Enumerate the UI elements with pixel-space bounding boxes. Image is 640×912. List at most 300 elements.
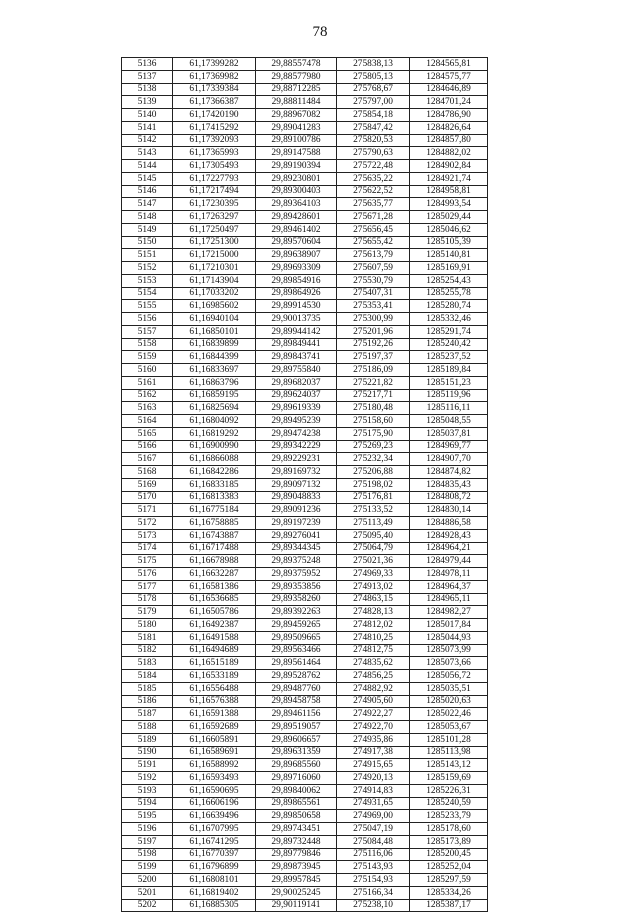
longitude-cell: 29,89944142 <box>256 325 337 338</box>
point-number-cell: 5152 <box>122 262 173 275</box>
point-number-cell: 5138 <box>122 83 173 96</box>
x-coordinate-cell: 275805,13 <box>337 70 410 83</box>
longitude-cell: 29,89375952 <box>256 568 337 581</box>
y-coordinate-cell: 1285169,91 <box>410 262 488 275</box>
x-coordinate-cell: 274935,86 <box>337 733 410 746</box>
x-coordinate-cell: 275221,82 <box>337 376 410 389</box>
point-number-cell: 5196 <box>122 823 173 836</box>
x-coordinate-cell: 274920,13 <box>337 772 410 785</box>
latitude-cell: 61,16592689 <box>173 721 256 734</box>
point-number-cell: 5149 <box>122 223 173 236</box>
x-coordinate-cell: 274969,00 <box>337 810 410 823</box>
y-coordinate-cell: 1284969,77 <box>410 440 488 453</box>
table-row <box>122 874 488 887</box>
point-number-cell: 5141 <box>122 121 173 134</box>
y-coordinate-cell: 1285240,42 <box>410 338 488 351</box>
longitude-cell: 29,89474238 <box>256 427 337 440</box>
point-number-cell: 5185 <box>122 682 173 695</box>
y-coordinate-cell: 1284958,81 <box>410 185 488 198</box>
latitude-cell: 61,16588992 <box>173 759 256 772</box>
latitude-cell: 61,16590695 <box>173 784 256 797</box>
point-number-cell: 5169 <box>122 478 173 491</box>
y-coordinate-cell: 1285200,45 <box>410 848 488 861</box>
table-row <box>122 147 488 160</box>
table-row <box>122 300 488 313</box>
longitude-cell: 29,89843741 <box>256 351 337 364</box>
y-coordinate-cell: 1285022,46 <box>410 708 488 721</box>
y-coordinate-cell: 1284964,21 <box>410 542 488 555</box>
table-row <box>122 835 488 848</box>
latitude-cell: 61,17420190 <box>173 109 256 122</box>
table-row <box>122 376 488 389</box>
x-coordinate-cell: 274828,13 <box>337 606 410 619</box>
latitude-cell: 61,16758885 <box>173 517 256 530</box>
y-coordinate-cell: 1285046,62 <box>410 223 488 236</box>
x-coordinate-cell: 274835,62 <box>337 657 410 670</box>
x-coordinate-cell: 275530,79 <box>337 274 410 287</box>
latitude-cell: 61,17215000 <box>173 249 256 262</box>
x-coordinate-cell: 275607,59 <box>337 262 410 275</box>
latitude-cell: 61,16770397 <box>173 848 256 861</box>
point-number-cell: 5151 <box>122 249 173 262</box>
longitude-cell: 29,89563466 <box>256 644 337 657</box>
point-number-cell: 5200 <box>122 874 173 887</box>
point-number-cell: 5177 <box>122 580 173 593</box>
x-coordinate-cell: 275143,93 <box>337 861 410 874</box>
latitude-cell: 61,17369982 <box>173 70 256 83</box>
latitude-cell: 61,16775184 <box>173 504 256 517</box>
x-coordinate-cell: 275180,48 <box>337 402 410 415</box>
point-number-cell: 5147 <box>122 198 173 211</box>
table-row <box>122 160 488 173</box>
point-number-cell: 5165 <box>122 427 173 440</box>
latitude-cell: 61,16859195 <box>173 389 256 402</box>
x-coordinate-cell: 274914,83 <box>337 784 410 797</box>
latitude-cell: 61,16813383 <box>173 491 256 504</box>
latitude-cell: 61,17399282 <box>173 58 256 71</box>
latitude-cell: 61,16825694 <box>173 402 256 415</box>
x-coordinate-cell: 274812,02 <box>337 619 410 632</box>
latitude-cell: 61,17339384 <box>173 83 256 96</box>
longitude-cell: 29,89528762 <box>256 670 337 683</box>
x-coordinate-cell: 275186,09 <box>337 364 410 377</box>
latitude-cell: 61,16900990 <box>173 440 256 453</box>
table-row <box>122 772 488 785</box>
table-row <box>122 721 488 734</box>
longitude-cell: 29,88712285 <box>256 83 337 96</box>
longitude-cell: 29,89342229 <box>256 440 337 453</box>
longitude-cell: 29,89619339 <box>256 402 337 415</box>
longitude-cell: 29,89682037 <box>256 376 337 389</box>
point-number-cell: 5143 <box>122 147 173 160</box>
latitude-cell: 61,17143904 <box>173 274 256 287</box>
point-number-cell: 5160 <box>122 364 173 377</box>
point-number-cell: 5192 <box>122 772 173 785</box>
longitude-cell: 29,89100786 <box>256 134 337 147</box>
x-coordinate-cell: 275217,71 <box>337 389 410 402</box>
longitude-cell: 29,89865561 <box>256 797 337 810</box>
latitude-cell: 61,16819292 <box>173 427 256 440</box>
y-coordinate-cell: 1284993,54 <box>410 198 488 211</box>
table-row <box>122 631 488 644</box>
longitude-cell: 29,89840062 <box>256 784 337 797</box>
table-row <box>122 440 488 453</box>
point-number-cell: 5180 <box>122 619 173 632</box>
longitude-cell: 29,90013735 <box>256 313 337 326</box>
point-number-cell: 5182 <box>122 644 173 657</box>
table-row <box>122 466 488 479</box>
y-coordinate-cell: 1285280,74 <box>410 300 488 313</box>
point-number-cell: 5191 <box>122 759 173 772</box>
longitude-cell: 29,89631359 <box>256 746 337 759</box>
table-row <box>122 338 488 351</box>
longitude-cell: 29,89458758 <box>256 695 337 708</box>
y-coordinate-cell: 1284902,84 <box>410 160 488 173</box>
point-number-cell: 5157 <box>122 325 173 338</box>
y-coordinate-cell: 1284964,37 <box>410 580 488 593</box>
latitude-cell: 61,17251300 <box>173 236 256 249</box>
longitude-cell: 29,89147588 <box>256 147 337 160</box>
latitude-cell: 61,16591388 <box>173 708 256 721</box>
table-row <box>122 746 488 759</box>
table-row <box>122 223 488 236</box>
y-coordinate-cell: 1285189,84 <box>410 364 488 377</box>
y-coordinate-cell: 1285332,46 <box>410 313 488 326</box>
longitude-cell: 29,89487760 <box>256 682 337 695</box>
y-coordinate-cell: 1285159,69 <box>410 772 488 785</box>
y-coordinate-cell: 1284882,02 <box>410 147 488 160</box>
longitude-cell: 29,89048833 <box>256 491 337 504</box>
y-coordinate-cell: 1285017,84 <box>410 619 488 632</box>
table-row <box>122 70 488 83</box>
latitude-cell: 61,17217494 <box>173 185 256 198</box>
longitude-cell: 29,89344345 <box>256 542 337 555</box>
longitude-cell: 29,89854916 <box>256 274 337 287</box>
latitude-cell: 61,16678988 <box>173 555 256 568</box>
longitude-cell: 29,89230801 <box>256 172 337 185</box>
table-row <box>122 861 488 874</box>
table-row <box>122 83 488 96</box>
point-number-cell: 5202 <box>122 899 173 912</box>
y-coordinate-cell: 1284965,11 <box>410 593 488 606</box>
y-coordinate-cell: 1285297,59 <box>410 874 488 887</box>
latitude-cell: 61,16844399 <box>173 351 256 364</box>
latitude-cell: 61,17227793 <box>173 172 256 185</box>
latitude-cell: 61,16717488 <box>173 542 256 555</box>
latitude-cell: 61,16833697 <box>173 364 256 377</box>
table-row <box>122 364 488 377</box>
point-number-cell: 5190 <box>122 746 173 759</box>
longitude-cell: 29,89428601 <box>256 211 337 224</box>
longitude-cell: 29,89392263 <box>256 606 337 619</box>
longitude-cell: 29,89461156 <box>256 708 337 721</box>
point-number-cell: 5163 <box>122 402 173 415</box>
longitude-cell: 29,89779846 <box>256 848 337 861</box>
longitude-cell: 29,89097132 <box>256 478 337 491</box>
longitude-cell: 29,88557478 <box>256 58 337 71</box>
table-row <box>122 670 488 683</box>
table-row <box>122 109 488 122</box>
latitude-cell: 61,17033202 <box>173 287 256 300</box>
y-coordinate-cell: 1285116,11 <box>410 402 488 415</box>
table-row <box>122 415 488 428</box>
latitude-cell: 61,16940104 <box>173 313 256 326</box>
latitude-cell: 61,16605891 <box>173 733 256 746</box>
table-row <box>122 848 488 861</box>
y-coordinate-cell: 1284808,72 <box>410 491 488 504</box>
longitude-cell: 29,89638907 <box>256 249 337 262</box>
table-row <box>122 568 488 581</box>
y-coordinate-cell: 1285237,52 <box>410 351 488 364</box>
table-row <box>122 453 488 466</box>
latitude-cell: 61,16839899 <box>173 338 256 351</box>
y-coordinate-cell: 1284575,77 <box>410 70 488 83</box>
latitude-cell: 61,17305493 <box>173 160 256 173</box>
longitude-cell: 29,89755840 <box>256 364 337 377</box>
table-row <box>122 619 488 632</box>
y-coordinate-cell: 1285173,89 <box>410 835 488 848</box>
longitude-cell: 29,90119141 <box>256 899 337 912</box>
table-row <box>122 478 488 491</box>
table-row <box>122 211 488 224</box>
table-row <box>122 695 488 708</box>
table-row <box>122 886 488 899</box>
y-coordinate-cell: 1285226,31 <box>410 784 488 797</box>
x-coordinate-cell: 275201,96 <box>337 325 410 338</box>
x-coordinate-cell: 275635,77 <box>337 198 410 211</box>
y-coordinate-cell: 1285252,04 <box>410 861 488 874</box>
latitude-cell: 61,16632287 <box>173 568 256 581</box>
longitude-cell: 29,89685560 <box>256 759 337 772</box>
x-coordinate-cell: 275166,34 <box>337 886 410 899</box>
point-number-cell: 5184 <box>122 670 173 683</box>
longitude-cell: 29,89495239 <box>256 415 337 428</box>
point-number-cell: 5176 <box>122 568 173 581</box>
x-coordinate-cell: 275158,60 <box>337 415 410 428</box>
point-number-cell: 5193 <box>122 784 173 797</box>
table-row <box>122 542 488 555</box>
longitude-cell: 29,89873945 <box>256 861 337 874</box>
point-number-cell: 5198 <box>122 848 173 861</box>
latitude-cell: 61,16556488 <box>173 682 256 695</box>
table-row <box>122 313 488 326</box>
y-coordinate-cell: 1285056,72 <box>410 670 488 683</box>
x-coordinate-cell: 275613,79 <box>337 249 410 262</box>
point-number-cell: 5201 <box>122 886 173 899</box>
y-coordinate-cell: 1284921,74 <box>410 172 488 185</box>
y-coordinate-cell: 1284646,89 <box>410 83 488 96</box>
x-coordinate-cell: 275133,52 <box>337 504 410 517</box>
point-number-cell: 5174 <box>122 542 173 555</box>
table-body <box>122 58 488 912</box>
point-number-cell: 5155 <box>122 300 173 313</box>
x-coordinate-cell: 275175,90 <box>337 427 410 440</box>
table-row <box>122 580 488 593</box>
point-number-cell: 5187 <box>122 708 173 721</box>
y-coordinate-cell: 1285037,81 <box>410 427 488 440</box>
point-number-cell: 5178 <box>122 593 173 606</box>
x-coordinate-cell: 275021,36 <box>337 555 410 568</box>
x-coordinate-cell: 275238,10 <box>337 899 410 912</box>
longitude-cell: 29,89375248 <box>256 555 337 568</box>
longitude-cell: 29,89624037 <box>256 389 337 402</box>
y-coordinate-cell: 1284982,27 <box>410 606 488 619</box>
longitude-cell: 29,89606657 <box>256 733 337 746</box>
longitude-cell: 29,89300403 <box>256 185 337 198</box>
point-number-cell: 5146 <box>122 185 173 198</box>
point-number-cell: 5156 <box>122 313 173 326</box>
y-coordinate-cell: 1285291,74 <box>410 325 488 338</box>
latitude-cell: 61,16533189 <box>173 670 256 683</box>
x-coordinate-cell: 274812,75 <box>337 644 410 657</box>
x-coordinate-cell: 275407,31 <box>337 287 410 300</box>
table-row <box>122 797 488 810</box>
page-number: 78 <box>312 24 328 40</box>
latitude-cell: 61,16804092 <box>173 415 256 428</box>
point-number-cell: 5194 <box>122 797 173 810</box>
y-coordinate-cell: 1284978,11 <box>410 568 488 581</box>
longitude-cell: 29,89914530 <box>256 300 337 313</box>
y-coordinate-cell: 1285387,17 <box>410 899 488 912</box>
table-row <box>122 517 488 530</box>
x-coordinate-cell: 274856,25 <box>337 670 410 683</box>
point-number-cell: 5159 <box>122 351 173 364</box>
point-number-cell: 5167 <box>122 453 173 466</box>
table-row <box>122 121 488 134</box>
table-row <box>122 491 488 504</box>
x-coordinate-cell: 275671,28 <box>337 211 410 224</box>
point-number-cell: 5153 <box>122 274 173 287</box>
table-row <box>122 249 488 262</box>
point-number-cell: 5168 <box>122 466 173 479</box>
table-row <box>122 733 488 746</box>
y-coordinate-cell: 1284874,82 <box>410 466 488 479</box>
latitude-cell: 61,17392093 <box>173 134 256 147</box>
x-coordinate-cell: 275655,42 <box>337 236 410 249</box>
table-row <box>122 198 488 211</box>
table-row <box>122 593 488 606</box>
x-coordinate-cell: 275768,67 <box>337 83 410 96</box>
x-coordinate-cell: 274863,15 <box>337 593 410 606</box>
table-row <box>122 236 488 249</box>
y-coordinate-cell: 1284830,14 <box>410 504 488 517</box>
table-row <box>122 759 488 772</box>
y-coordinate-cell: 1285178,60 <box>410 823 488 836</box>
point-number-cell: 5171 <box>122 504 173 517</box>
y-coordinate-cell: 1284886,58 <box>410 517 488 530</box>
x-coordinate-cell: 275116,06 <box>337 848 410 861</box>
longitude-cell: 29,89732448 <box>256 835 337 848</box>
latitude-cell: 61,16593493 <box>173 772 256 785</box>
point-number-cell: 5189 <box>122 733 173 746</box>
point-number-cell: 5150 <box>122 236 173 249</box>
x-coordinate-cell: 274969,33 <box>337 568 410 581</box>
y-coordinate-cell: 1285334,26 <box>410 886 488 899</box>
latitude-cell: 61,16819402 <box>173 886 256 899</box>
longitude-cell: 29,89693309 <box>256 262 337 275</box>
latitude-cell: 61,16866088 <box>173 453 256 466</box>
longitude-cell: 29,89849441 <box>256 338 337 351</box>
x-coordinate-cell: 275656,45 <box>337 223 410 236</box>
x-coordinate-cell: 274905,60 <box>337 695 410 708</box>
point-number-cell: 5188 <box>122 721 173 734</box>
x-coordinate-cell: 275084,48 <box>337 835 410 848</box>
table-row <box>122 606 488 619</box>
y-coordinate-cell: 1285113,98 <box>410 746 488 759</box>
longitude-cell: 29,89850658 <box>256 810 337 823</box>
longitude-cell: 29,89091236 <box>256 504 337 517</box>
point-number-cell: 5186 <box>122 695 173 708</box>
table-row <box>122 262 488 275</box>
point-number-cell: 5197 <box>122 835 173 848</box>
table-row <box>122 708 488 721</box>
x-coordinate-cell: 274917,38 <box>337 746 410 759</box>
x-coordinate-cell: 275064,79 <box>337 542 410 555</box>
x-coordinate-cell: 275197,37 <box>337 351 410 364</box>
latitude-cell: 61,17263297 <box>173 211 256 224</box>
x-coordinate-cell: 274931,65 <box>337 797 410 810</box>
longitude-cell: 29,89229231 <box>256 453 337 466</box>
x-coordinate-cell: 275232,34 <box>337 453 410 466</box>
x-coordinate-cell: 274922,70 <box>337 721 410 734</box>
y-coordinate-cell: 1285035,51 <box>410 682 488 695</box>
y-coordinate-cell: 1284928,43 <box>410 529 488 542</box>
table-row <box>122 172 488 185</box>
longitude-cell: 29,89358260 <box>256 593 337 606</box>
x-coordinate-cell: 275635,22 <box>337 172 410 185</box>
longitude-cell: 29,89509665 <box>256 631 337 644</box>
table-row <box>122 134 488 147</box>
x-coordinate-cell: 275095,40 <box>337 529 410 542</box>
point-number-cell: 5164 <box>122 415 173 428</box>
x-coordinate-cell: 275269,23 <box>337 440 410 453</box>
point-number-cell: 5199 <box>122 861 173 874</box>
longitude-cell: 29,89197239 <box>256 517 337 530</box>
x-coordinate-cell: 274810,25 <box>337 631 410 644</box>
longitude-cell: 29,89364103 <box>256 198 337 211</box>
point-number-cell: 5137 <box>122 70 173 83</box>
x-coordinate-cell: 275206,88 <box>337 466 410 479</box>
point-number-cell: 5139 <box>122 96 173 109</box>
point-number-cell: 5144 <box>122 160 173 173</box>
point-number-cell: 5181 <box>122 631 173 644</box>
y-coordinate-cell: 1285101,28 <box>410 733 488 746</box>
x-coordinate-cell: 275353,41 <box>337 300 410 313</box>
x-coordinate-cell: 274913,02 <box>337 580 410 593</box>
y-coordinate-cell: 1285255,78 <box>410 287 488 300</box>
table-row <box>122 402 488 415</box>
y-coordinate-cell: 1284835,43 <box>410 478 488 491</box>
table-row <box>122 389 488 402</box>
y-coordinate-cell: 1285140,81 <box>410 249 488 262</box>
x-coordinate-cell: 275797,00 <box>337 96 410 109</box>
x-coordinate-cell: 275790,63 <box>337 147 410 160</box>
y-coordinate-cell: 1284565,81 <box>410 58 488 71</box>
y-coordinate-cell: 1285143,12 <box>410 759 488 772</box>
latitude-cell: 61,16494689 <box>173 644 256 657</box>
x-coordinate-cell: 275176,81 <box>337 491 410 504</box>
y-coordinate-cell: 1284857,80 <box>410 134 488 147</box>
y-coordinate-cell: 1284907,70 <box>410 453 488 466</box>
y-coordinate-cell: 1285053,67 <box>410 721 488 734</box>
y-coordinate-cell: 1284786,90 <box>410 109 488 122</box>
table-row <box>122 657 488 670</box>
x-coordinate-cell: 275047,19 <box>337 823 410 836</box>
table-row <box>122 287 488 300</box>
point-number-cell: 5172 <box>122 517 173 530</box>
point-number-cell: 5195 <box>122 810 173 823</box>
longitude-cell: 29,89716060 <box>256 772 337 785</box>
